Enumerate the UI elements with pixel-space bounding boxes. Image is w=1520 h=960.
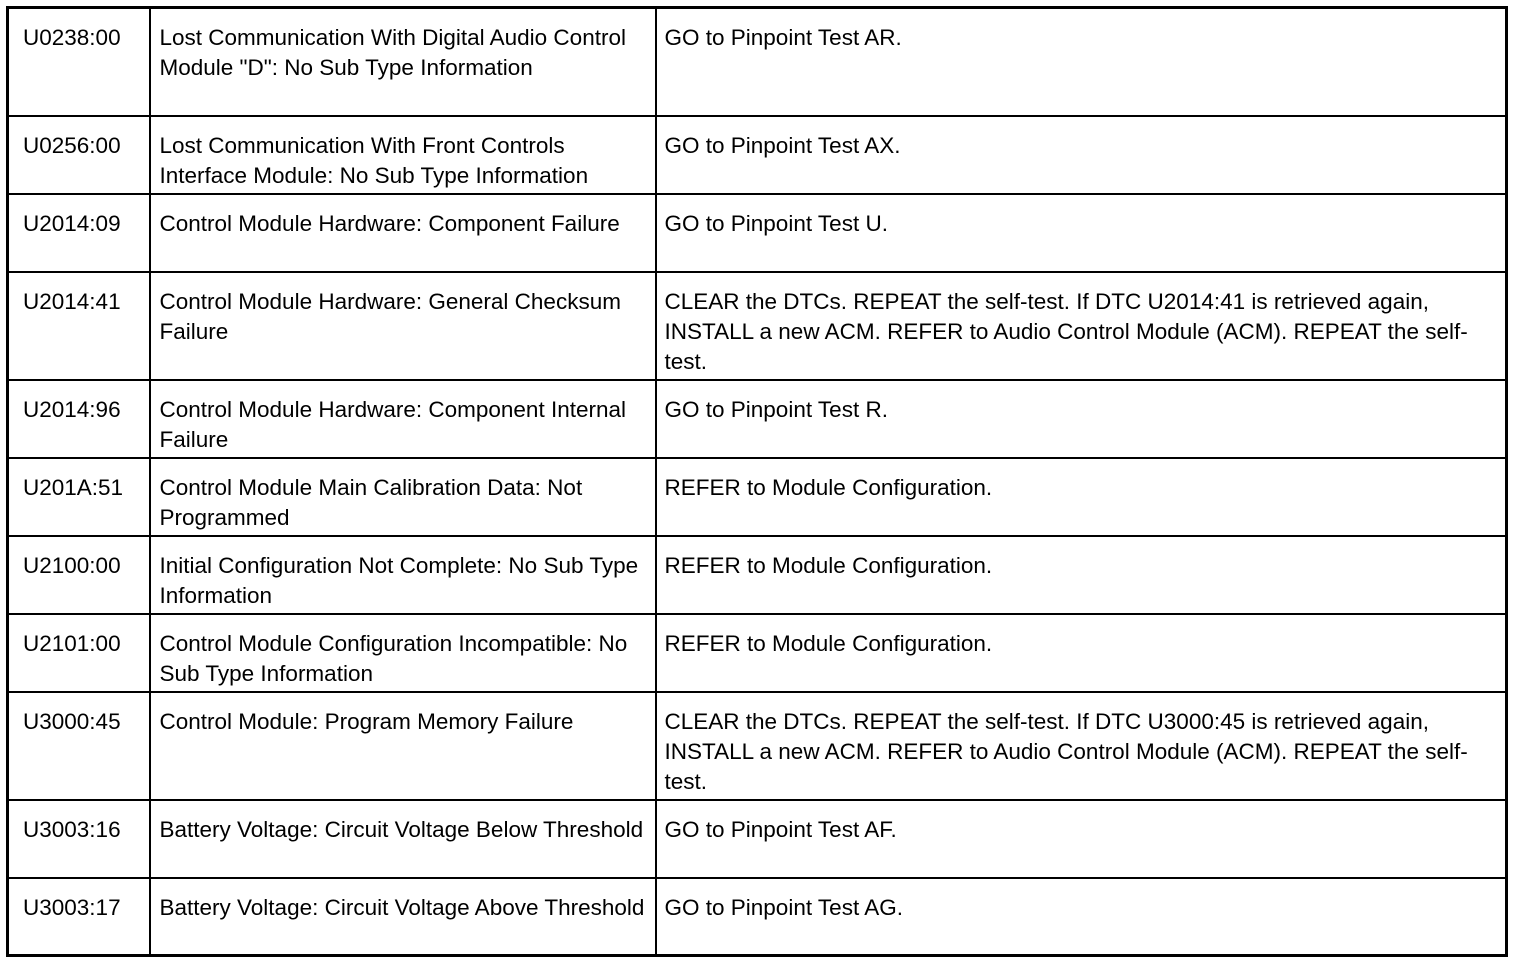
dtc-code: U3003:16 xyxy=(8,800,150,878)
dtc-action: GO to Pinpoint Test AR. xyxy=(656,8,1507,116)
dtc-description: Control Module Hardware: General Checksum Failure xyxy=(150,272,656,380)
table-row xyxy=(8,116,1507,194)
dtc-code: U2014:41 xyxy=(8,272,150,380)
dtc-table xyxy=(6,6,1508,957)
dtc-description: Initial Configuration Not Complete: No Sub Type Information xyxy=(150,536,656,614)
table-row xyxy=(8,536,1507,614)
dtc-description: Control Module Main Calibration Data: Not Programmed xyxy=(150,458,656,536)
dtc-action: CLEAR the DTCs. REPEAT the self-test. If DTC U2014:41 is retrieved again, INSTALL a new ACM. REFER to Audio Control Module (ACM). REPEAT the self-test. xyxy=(656,272,1507,380)
dtc-action: GO to Pinpoint Test AF. xyxy=(656,800,1507,878)
table-row xyxy=(8,878,1507,956)
dtc-action: GO to Pinpoint Test R. xyxy=(656,380,1507,458)
dtc-action: CLEAR the DTCs. REPEAT the self-test. If DTC U3000:45 is retrieved again, INSTALL a new ACM. REFER to Audio Control Module (ACM). REPEAT the self-test. xyxy=(656,692,1507,800)
dtc-code: U0238:00 xyxy=(8,8,150,116)
dtc-code: U2014:96 xyxy=(8,380,150,458)
dtc-code: U3003:17 xyxy=(8,878,150,956)
table-row xyxy=(8,380,1507,458)
dtc-action: GO to Pinpoint Test AG. xyxy=(656,878,1507,956)
dtc-code: U2014:09 xyxy=(8,194,150,272)
dtc-code: U0256:00 xyxy=(8,116,150,194)
dtc-action: GO to Pinpoint Test AX. xyxy=(656,116,1507,194)
dtc-action: REFER to Module Configuration. xyxy=(656,536,1507,614)
dtc-description: Control Module Configuration Incompatible: No Sub Type Information xyxy=(150,614,656,692)
dtc-description: Control Module Hardware: Component Failure xyxy=(150,194,656,272)
dtc-action: GO to Pinpoint Test U. xyxy=(656,194,1507,272)
dtc-description: Battery Voltage: Circuit Voltage Below Threshold xyxy=(150,800,656,878)
dtc-action: REFER to Module Configuration. xyxy=(656,614,1507,692)
table-row xyxy=(8,692,1507,800)
dtc-description: Lost Communication With Digital Audio Control Module "D": No Sub Type Information xyxy=(150,8,656,116)
table-row xyxy=(8,194,1507,272)
dtc-description: Control Module Hardware: Component Internal Failure xyxy=(150,380,656,458)
dtc-code: U2101:00 xyxy=(8,614,150,692)
dtc-code: U2100:00 xyxy=(8,536,150,614)
dtc-code: U3000:45 xyxy=(8,692,150,800)
dtc-code: U201A:51 xyxy=(8,458,150,536)
table-row xyxy=(8,272,1507,380)
table-row xyxy=(8,8,1507,116)
table-row xyxy=(8,800,1507,878)
table-row xyxy=(8,458,1507,536)
dtc-action: REFER to Module Configuration. xyxy=(656,458,1507,536)
dtc-description: Battery Voltage: Circuit Voltage Above Threshold xyxy=(150,878,656,956)
dtc-description: Control Module: Program Memory Failure xyxy=(150,692,656,800)
table-row xyxy=(8,614,1507,692)
dtc-description: Lost Communication With Front Controls Interface Module: No Sub Type Information xyxy=(150,116,656,194)
